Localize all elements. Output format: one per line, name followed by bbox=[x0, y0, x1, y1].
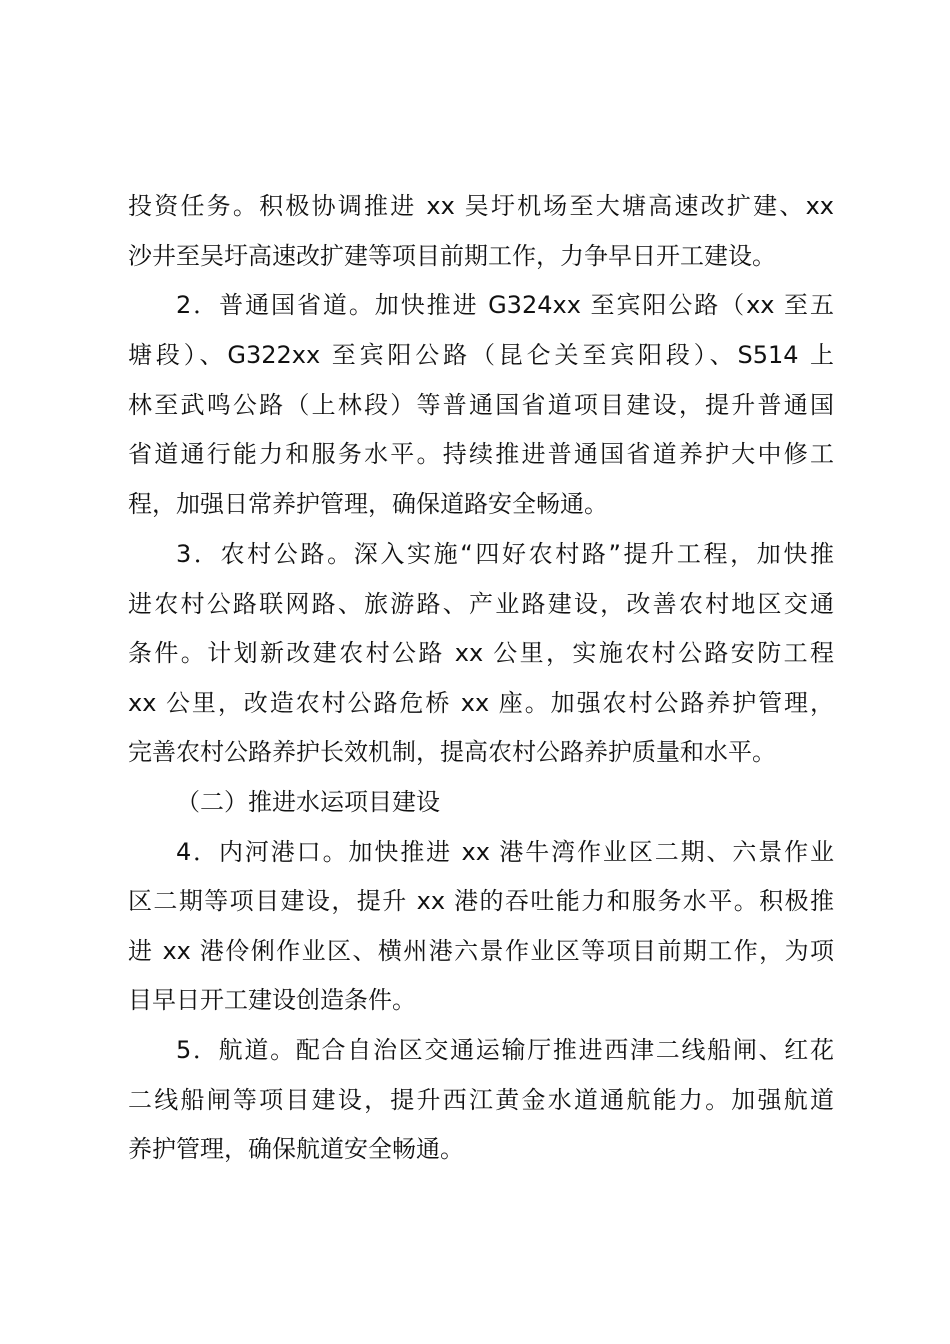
body-text-line: 投资任务。积极协调推进 xx 吴圩机场至大塘高速改扩建、xx bbox=[128, 192, 834, 220]
body-text-line: 省道通行能力和服务水平。持续推进普通国省道养护大中修工 bbox=[128, 440, 834, 468]
body-text-line: xx 公里，改造农村公路危桥 xx 座。加强农村公路养护管理， bbox=[128, 689, 834, 717]
body-text-line: 进农村公路联网路、旅游路、产业路建设，改善农村地区交通 bbox=[128, 590, 834, 618]
body-text-line: 完善农村公路养护长效机制，提高农村公路养护质量和水平。 bbox=[128, 738, 776, 766]
paragraph-4-first-line: 4．内河港口。加快推进 xx 港牛湾作业区二期、六景作业 bbox=[176, 838, 834, 866]
body-text-line: 沙井至吴圩高速改扩建等项目前期工作，力争早日开工建设。 bbox=[128, 242, 776, 270]
body-text-line: 养护管理，确保航道安全畅通。 bbox=[128, 1135, 464, 1163]
paragraph-3-first-line: 3．农村公路。深入实施“四好农村路”提升工程，加快推 bbox=[176, 540, 834, 568]
body-text-line: 区二期等项目建设，提升 xx 港的吞吐能力和服务水平。积极推 bbox=[128, 887, 834, 915]
paragraph-2-first-line: 2．普通国省道。加快推进 G324xx 至宾阳公路（xx 至五 bbox=[176, 291, 834, 319]
body-text-line: 进 xx 港伶俐作业区、横州港六景作业区等项目前期工作，为项 bbox=[128, 937, 834, 965]
body-text-line: 条件。计划新改建农村公路 xx 公里，实施农村公路安防工程 bbox=[128, 639, 834, 667]
section-heading: （二）推进水运项目建设 bbox=[176, 788, 440, 816]
body-text-line: 塘段）、G322xx 至宾阳公路（昆仑关至宾阳段）、S514 上 bbox=[128, 341, 834, 369]
paragraph-5-first-line: 5．航道。配合自治区交通运输厅推进西津二线船闸、红花 bbox=[176, 1036, 834, 1064]
body-text-line: 林至武鸣公路（上林段）等普通国省道项目建设，提升普通国 bbox=[128, 391, 834, 419]
body-text-line: 程，加强日常养护管理，确保道路安全畅通。 bbox=[128, 490, 608, 518]
body-text-line: 目早日开工建设创造条件。 bbox=[128, 986, 416, 1014]
body-text-line: 二线船闸等项目建设，提升西江黄金水道通航能力。加强航道 bbox=[128, 1086, 834, 1114]
